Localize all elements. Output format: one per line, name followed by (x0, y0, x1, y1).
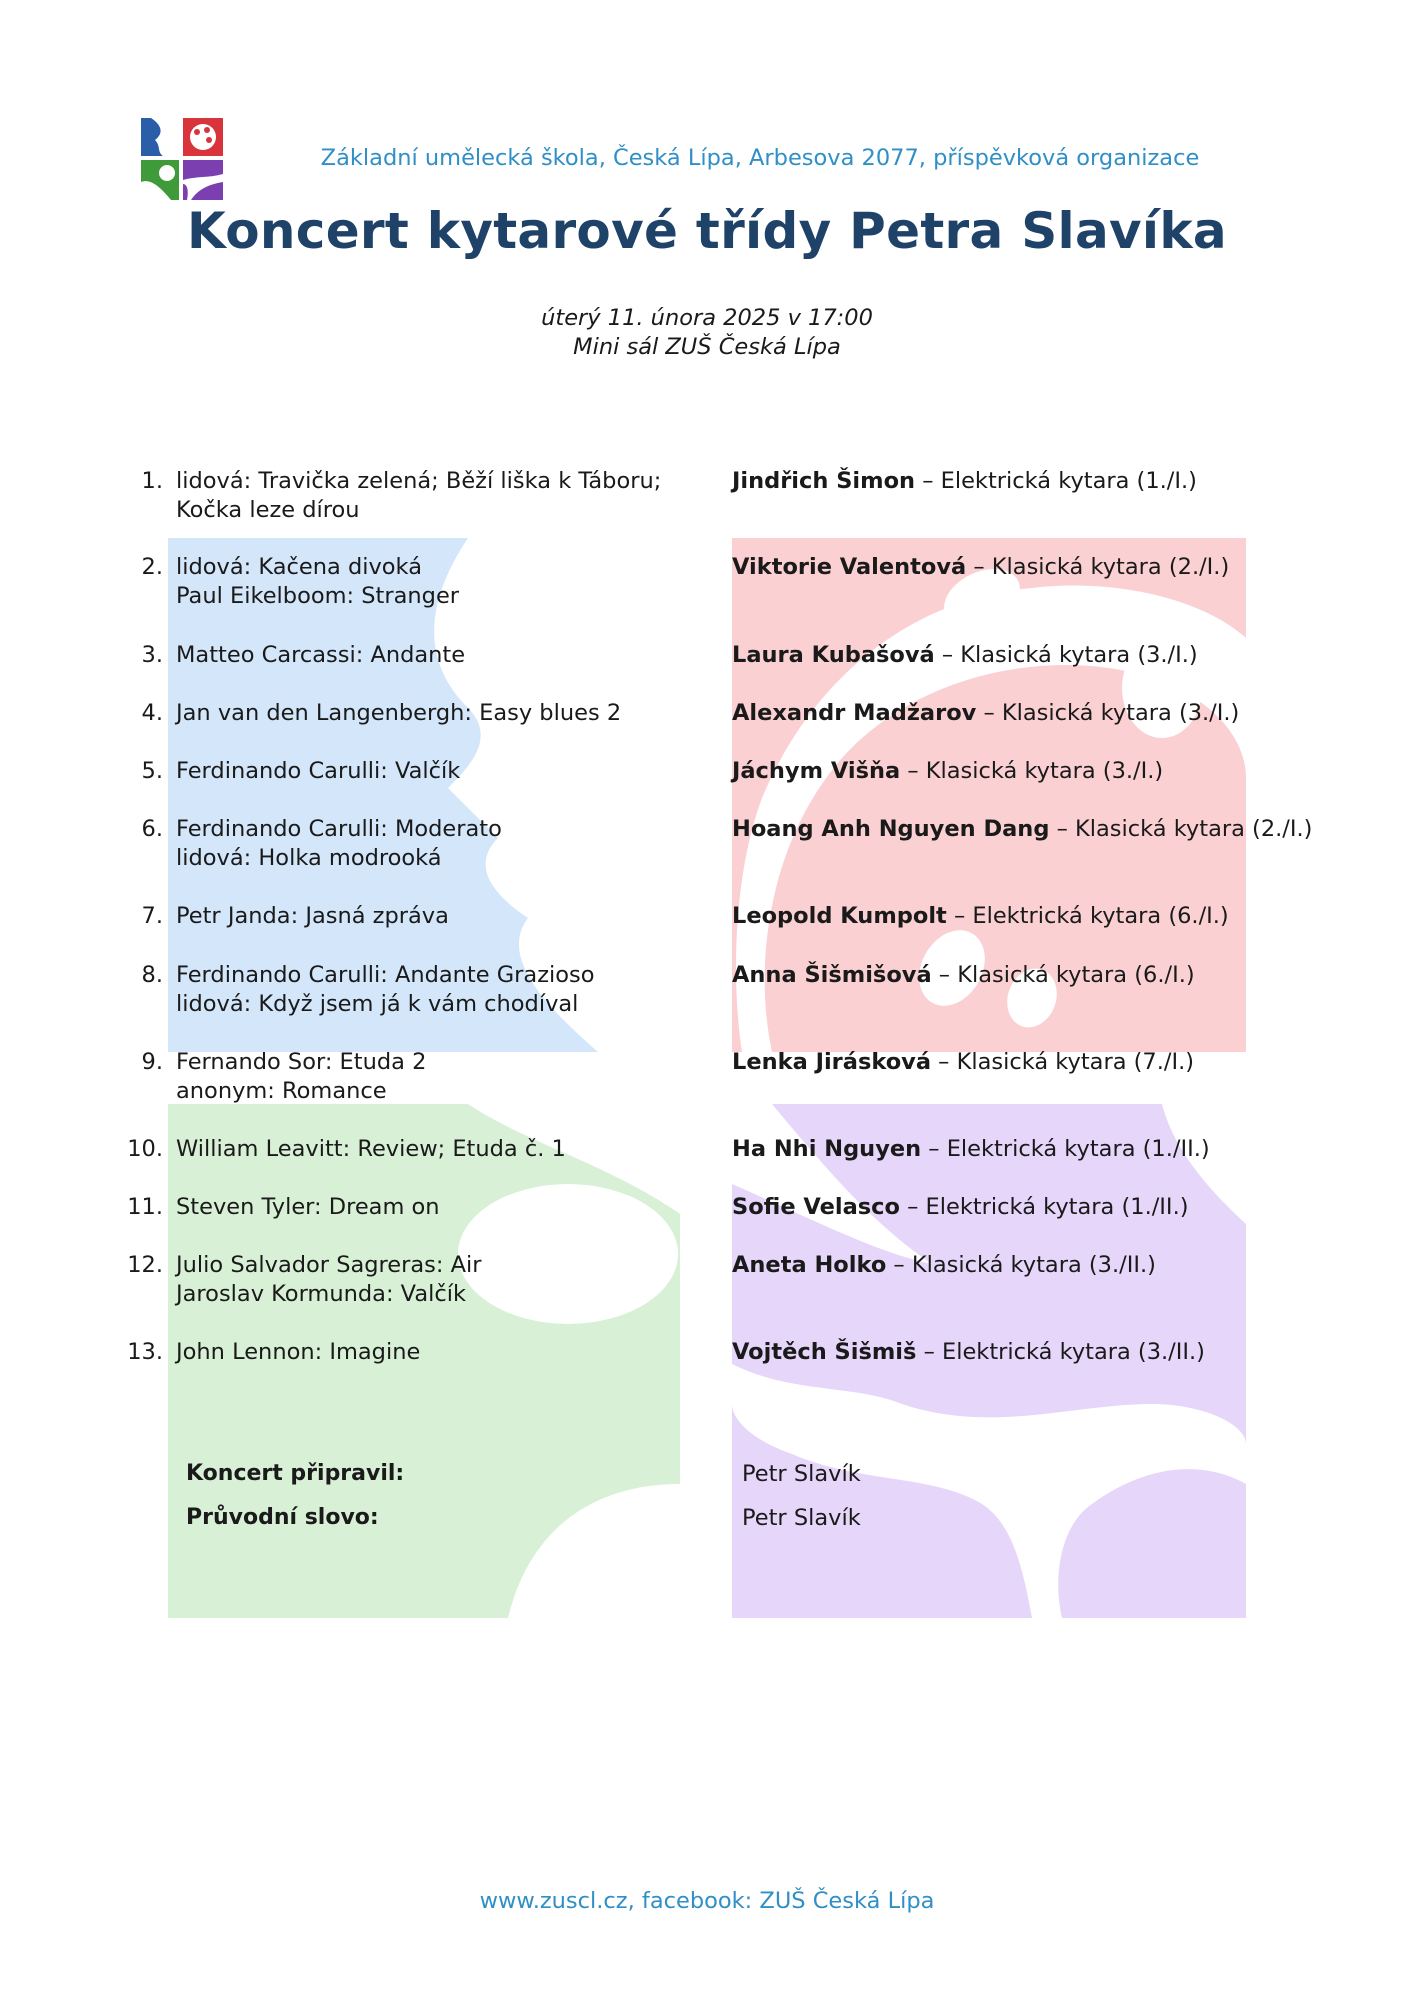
piece-title: Matteo Carcassi: Andante (176, 642, 466, 668)
performer-instrument: – Klasická kytara (2./I.) (1049, 816, 1313, 842)
performer-instrument: – Elektrická kytara (1./I.) (915, 468, 1197, 494)
credit-value-narration: Petr Slavík (742, 1505, 861, 1531)
school-arts-logo-icon (141, 118, 223, 200)
performer (732, 1135, 1210, 1164)
performer-instrument: – Elektrická kytara (1./II.) (921, 1136, 1210, 1162)
performer (732, 467, 1197, 496)
performer-name: Jindřich Šimon (732, 468, 916, 494)
piece-title: William Leavitt: Review; Etuda č. 1 (176, 1136, 566, 1162)
performer (732, 1251, 1156, 1280)
performer (732, 553, 1229, 582)
performer-name: Hoang Anh Nguyen Dang (732, 816, 1050, 842)
performer-instrument: – Elektrická kytara (6./I.) (946, 903, 1229, 929)
piece-title: Ferdinando Carulli: Andante Grazioso lidová: Když jsem já k vám chodíval (176, 962, 595, 1017)
piece-title: Fernando Sor: Etuda 2 anonym: Romance (176, 1049, 427, 1104)
performer (732, 902, 1229, 931)
piece-title: John Lennon: Imagine (176, 1339, 421, 1365)
item-number: 10. (127, 1136, 163, 1162)
performer-instrument: – Klasická kytara (6./I.) (931, 962, 1195, 988)
performer (732, 1193, 1189, 1222)
concert-date: úterý 11. února 2025 v 17:00 (541, 305, 873, 331)
school-logo (141, 118, 223, 200)
item-number: 13. (127, 1339, 163, 1365)
item-number: 7. (141, 903, 163, 929)
performer-instrument: – Klasická kytara (3./II.) (886, 1252, 1156, 1278)
piece-title: lidová: Travička zelená; Běží liška k Táboru; Kočka leze dírou (176, 468, 662, 523)
performer-instrument: – Klasická kytara (3./I.) (934, 642, 1198, 668)
page-title: Koncert kytarové třídy Petra Slavíka (187, 202, 1227, 260)
performer-name: Vojtěch Šišmiš (732, 1339, 917, 1365)
piece-title: Steven Tyler: Dream on (176, 1194, 440, 1220)
performer-instrument: – Klasická kytara (2./I.) (966, 554, 1230, 580)
piece-title: lidová: Kačena divoká Paul Eikelboom: Stranger (176, 554, 460, 609)
performer-instrument: – Elektrická kytara (1./II.) (899, 1194, 1189, 1220)
item-number: 12. (127, 1252, 163, 1278)
performer (732, 641, 1198, 670)
performer-name: Ha Nhi Nguyen (732, 1136, 922, 1162)
performer-name: Anna Šišmišová (732, 962, 932, 988)
performer-name: Sofie Velasco (732, 1194, 900, 1220)
performer-instrument: – Elektrická kytara (3./II.) (916, 1339, 1205, 1365)
piece-title: Julio Salvador Sagreras: Air Jaroslav Kormunda: Valčík (176, 1252, 482, 1307)
performer-instrument: – Klasická kytara (3./I.) (900, 758, 1164, 784)
credit-label-prepared: Koncert připravil: (186, 1461, 405, 1486)
piece-title: Ferdinando Carulli: Valčík (176, 758, 461, 784)
performer-name: Leopold Kumpolt (732, 903, 947, 929)
piece-title: Petr Janda: Jasná zpráva (176, 903, 449, 929)
performer (732, 961, 1195, 990)
item-number: 8. (141, 962, 163, 988)
piece-title: Ferdinando Carulli: Moderato lidová: Holka modrooká (176, 816, 502, 871)
performer (732, 1048, 1194, 1077)
piece-title: Jan van den Langenbergh: Easy blues 2 (176, 700, 622, 726)
credit-value-prepared: Petr Slavík (742, 1461, 861, 1487)
performer (732, 815, 1312, 844)
item-number: 6. (141, 816, 163, 842)
performer-instrument: – Klasická kytara (3./I.) (976, 700, 1240, 726)
item-number: 2. (141, 554, 163, 580)
performer-name: Aneta Holko (732, 1252, 887, 1278)
concert-venue: Mini sál ZUŠ Česká Lípa (573, 334, 841, 360)
performer-name: Laura Kubašová (732, 642, 935, 668)
performer (732, 757, 1163, 786)
performer-name: Alexandr Madžarov (732, 700, 977, 726)
item-number: 11. (127, 1194, 163, 1220)
item-number: 3. (141, 642, 163, 668)
school-name: Základní umělecká škola, Česká Lípa, Arbesova 2077, příspěvková organizace (320, 145, 1200, 171)
performer-name: Lenka Jirásková (732, 1049, 932, 1075)
item-number: 5. (141, 758, 163, 784)
footer-links: www.zuscl.cz, facebook: ZUŠ Česká Lípa (479, 1888, 935, 1914)
performer-name: Viktorie Valentová (732, 554, 967, 580)
item-number: 9. (141, 1049, 163, 1075)
performer-name: Jáchym Višňa (732, 758, 901, 784)
performer (732, 1338, 1205, 1367)
performer-instrument: – Klasická kytara (7./I.) (931, 1049, 1195, 1075)
credit-label-narration: Průvodní slovo: (186, 1505, 379, 1530)
item-number: 4. (141, 700, 163, 726)
performer (732, 699, 1239, 728)
item-number: 1. (141, 468, 163, 494)
